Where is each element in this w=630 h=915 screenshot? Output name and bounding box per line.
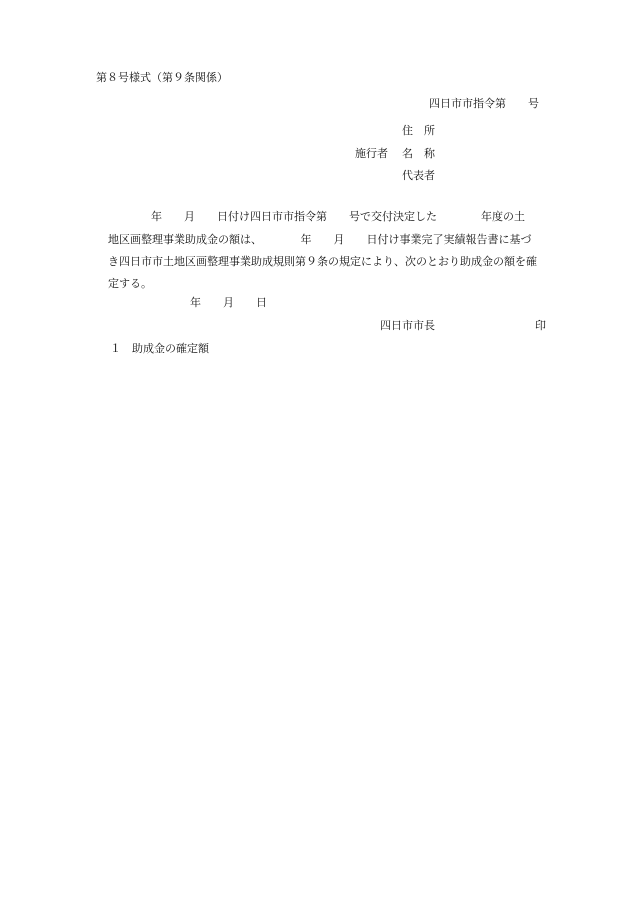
- body-text-line: 地区画整理事業助成金の額は、 年 月 日付け事業完了実績報告書に基づ: [108, 233, 532, 246]
- issue-date: 年 月 日: [190, 296, 267, 309]
- form-title: 第８号様式（第９条関係）: [96, 71, 228, 84]
- body-text-line: 年 月 日付け四日市市指令第 号で交付決定した 年度の土: [96, 210, 525, 223]
- name-label: 名 称: [402, 147, 435, 160]
- section-heading: １ 助成金の確定額: [110, 342, 209, 355]
- notice-number: 四日市市指令第 号: [429, 97, 539, 110]
- representative-label: 代表者: [402, 169, 435, 182]
- body-text-line: き四日市市土地区画整理事業助成規則第９条の規定により、次のとおり助成金の額を確: [108, 255, 537, 268]
- seal-mark: 印: [535, 319, 546, 332]
- mayor-label: 四日市市長: [380, 319, 435, 332]
- address-label: 住 所: [402, 124, 435, 137]
- operator-label: 施行者: [355, 147, 388, 160]
- body-text-line: 定する。: [108, 277, 152, 290]
